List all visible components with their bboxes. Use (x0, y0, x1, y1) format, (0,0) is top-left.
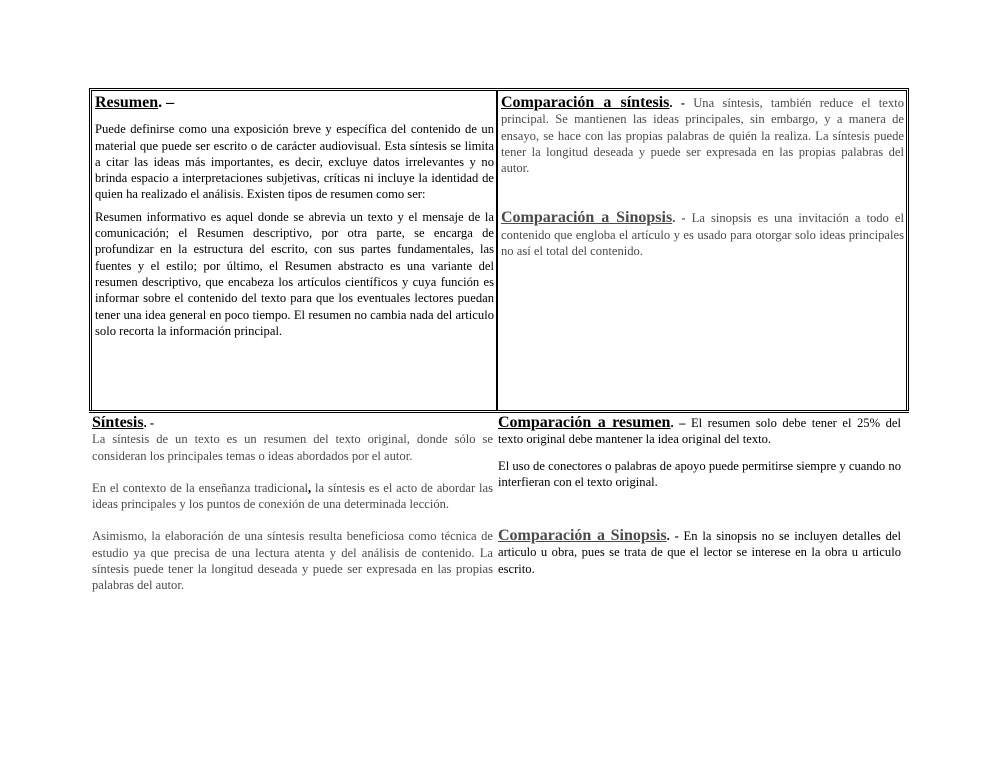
sintesis-heading: Síntesis (92, 414, 144, 431)
sintesis-heading-suffix: . - (143, 416, 155, 430)
comparacion-sinopsis-heading: Comparación a Sinopsis (501, 209, 673, 227)
comparacion-sinopsis-2-suffix: . - (666, 529, 679, 544)
comparacion-resumen-cell (495, 413, 903, 594)
sintesis-cell (89, 413, 495, 594)
sintesis-paragraph-2a: En el contexto de la enseñanza tradicional (92, 480, 309, 495)
comparacion-resumen-paragraph-2: El uso de conectores o palabras de apoyo puede permitirse siempre y cuando no interfieran con el texto original. (498, 458, 901, 489)
resumen-paragraph-1: Puede definirse como una exposición breve y específica del contenido de un material que puede ser escrito o de carácter audiovisual. Esta síntesis se limita a citar las ideas más importantes, es decir, excluye datos irrelevantes y no brinda espacio a interpretaciones subjetivas, críticas ni incluye la identidad de quien ha realizado el análisis. Existen tipos de resumen como ser: (95, 122, 494, 202)
sintesis-paragraph-2b: la síntesis es el acto de abordar las ideas principales y los puntos de conexión de una determinada lección. (92, 480, 493, 512)
comparacion-sintesis-suffix: . - (669, 96, 685, 110)
comparacion-resumen-suffix: . – (670, 416, 686, 430)
comparacion-sintesis-text: Una síntesis, también reduce el texto principal. Se mantienen las ideas principales, sin embargo, y a manera de ensayo, se hace con las propias palabras de quién la realiza. La síntesis puede tener la longitud deseada y puede ser expresada en las propias palabras del autor. (501, 96, 904, 176)
resumen-heading: Resumen (95, 94, 159, 111)
comparacion-resumen-heading: Comparación a resumen (498, 414, 671, 431)
sintesis-paragraph-2-comma: , (308, 480, 312, 495)
comparacion-sinopsis-suffix: . - (672, 211, 686, 226)
resumen-heading-suffix: . – (158, 94, 175, 111)
table-row-2 (89, 413, 909, 594)
comparison-table (89, 88, 909, 594)
comparacion-sinopsis-text: La sinopsis es una invitación a todo el contenido que engloba el artículo y es usado para otorgar solo ideas principales no así el total del contenido. (501, 211, 904, 259)
comparacion-sinopsis-2-heading: Comparación a Sinopsis (498, 527, 667, 545)
comparacion-sintesis-cell (498, 91, 906, 410)
comparacion-sinopsis-2-text: En la sinopsis no se incluyen detalles del articulo u obra, pues se trata de que el lector se interese en la obra u articulo escrito. (498, 529, 901, 576)
comparacion-sintesis-heading: Comparación a síntesis (501, 94, 670, 111)
sintesis-paragraph-3: Asimismo, la elaboración de una síntesis resulta beneficiosa como técnica de estudio ya que precisa de una lectura atenta y del análisis de contenido. La síntesis puede tener la longitud deseada y puede ser expresada en las propias palabras del autor. (92, 529, 493, 593)
table-row-1 (89, 88, 909, 410)
sintesis-paragraph-1: La síntesis de un texto es un resumen del texto original, donde sólo se consideran los principales temas o ideas abordados por el autor. (92, 432, 493, 463)
resumen-paragraph-2: Resumen informativo es aquel donde se abrevia un texto y el mensaje de la comunicación; el Resumen descriptivo, por otra parte, se encarga de profundizar en la estructura del escrito, con sus partes fundamentales, las fuentes y el estilo; por último, el Resumen abstracto es una variante del resumen descriptivo, que encabeza los artículos científicos y cuya función es informar sobre el contenido del texto para que los eventuales lectores puedan tener una idea general en poco tiempo. El resumen no cambia nada del articulo solo recorta la información principal. (95, 209, 494, 338)
comparacion-resumen-text: El resumen solo debe tener el 25% del texto original debe mantener la idea original del texto. (498, 416, 901, 447)
resumen-cell (92, 91, 498, 410)
